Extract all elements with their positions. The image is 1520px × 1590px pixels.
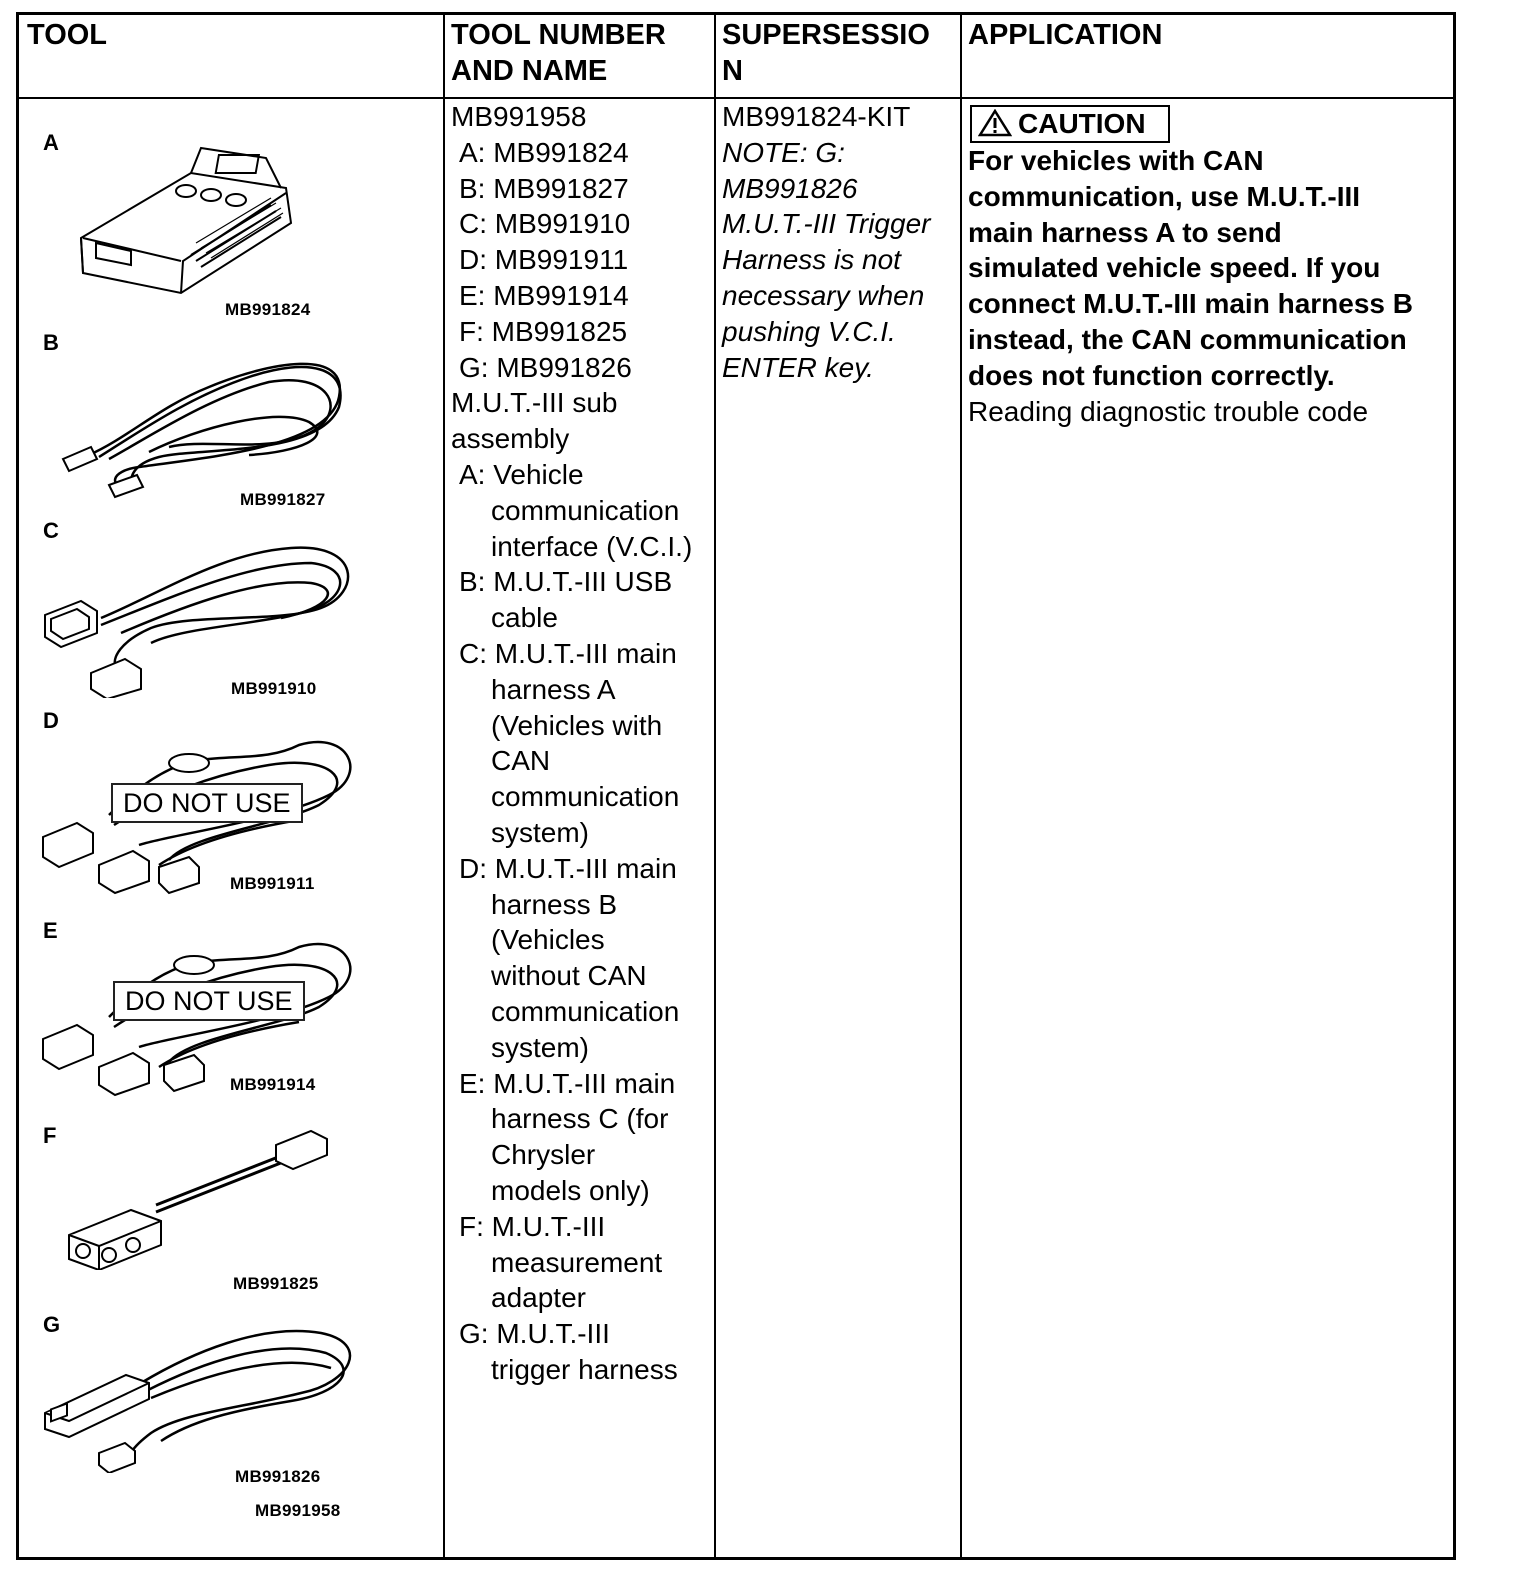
tool-number-line: system)	[491, 1031, 589, 1063]
application-usage: Reading diagnostic trouble code	[968, 395, 1369, 427]
supersession-number: MB991824-KIT	[722, 101, 911, 132]
supersession-note-line: M.U.T.-III Trigger	[722, 208, 931, 240]
tool-letter-b: B	[43, 330, 59, 355]
tool-number-line: adapter	[491, 1282, 586, 1314]
application-cell	[968, 99, 1453, 429]
header-tool: TOOL	[27, 19, 108, 51]
tool-letter-f: F	[43, 1123, 57, 1148]
tool-part-number-a: MB991824	[225, 300, 311, 319]
tool-letter-c: C	[43, 518, 59, 543]
tool-number-line: D: MB991911	[459, 244, 629, 276]
measurement-adapter-icon	[61, 1125, 341, 1270]
tool-number-line: F: MB991825	[459, 315, 628, 347]
warning-triangle-icon	[978, 109, 1012, 137]
column-divider	[960, 15, 962, 1557]
tool-number-line: communication	[491, 995, 680, 1027]
vci-device-icon	[71, 143, 301, 313]
caution-text-line: instead, the CAN communication	[968, 323, 1407, 355]
tool-number-line: interface (V.C.I.)	[491, 530, 693, 562]
tool-letter-d: D	[43, 708, 59, 733]
column-divider	[714, 15, 716, 1557]
supersession-note-line: pushing V.C.I.	[722, 315, 896, 347]
tool-number-cell	[451, 99, 692, 1388]
tool-number-line: models only)	[491, 1174, 650, 1206]
caution-text-line: simulated vehicle speed. If you	[968, 252, 1381, 284]
supersession-cell	[722, 99, 958, 385]
tool-number-line: B: M.U.T.-III USB	[459, 566, 673, 598]
tool-number-line: F: M.U.T.-III	[459, 1210, 606, 1242]
tool-number-line: assembly	[451, 423, 570, 455]
tool-letter-a: A	[43, 130, 59, 155]
tool-number-line: C: MB991910	[459, 208, 631, 240]
main-harness-a-icon	[41, 533, 361, 698]
tool-number-line: communication	[491, 494, 680, 526]
tool-number-line: harness A	[491, 673, 616, 705]
tool-number-line: measurement	[491, 1246, 663, 1278]
caution-text-line: main harness A to send	[968, 216, 1282, 248]
supersession-note-line: necessary when	[722, 279, 925, 311]
tool-part-number-e: MB991914	[230, 1075, 316, 1094]
tool-part-number-d: MB991911	[230, 874, 315, 893]
tool-letter-e: E	[43, 918, 58, 943]
tool-number-line: G: MB991826	[459, 351, 632, 383]
caution-text-line: connect M.U.T.-III main harness B	[968, 288, 1413, 320]
tool-number-line: M.U.T.-III sub	[451, 387, 618, 419]
tool-number-line: harness B	[491, 888, 618, 920]
tool-number-line: system)	[491, 816, 589, 848]
tool-number-line: E: M.U.T.-III main	[459, 1067, 676, 1099]
caution-text-line: communication, use M.U.T.-III	[968, 180, 1361, 212]
caution-box	[970, 105, 1170, 143]
tool-kit-number: MB991958	[255, 1501, 341, 1520]
tool-letter-g: G	[43, 1312, 61, 1337]
tool-number-line: D: M.U.T.-III main	[459, 852, 677, 884]
tool-number-line: (Vehicles with	[491, 709, 663, 741]
caution-text-line: For vehicles with CAN	[968, 145, 1264, 176]
header-application: APPLICATION	[968, 19, 1163, 51]
tool-number-line: communication	[491, 781, 680, 813]
caution-text-line: does not function correctly.	[968, 359, 1335, 391]
caution-label: CAUTION	[1018, 108, 1146, 139]
tool-number-line: A: Vehicle	[459, 458, 584, 490]
do-not-use-label-d: DO NOT USE	[111, 783, 303, 823]
tool-number-line: B: MB991827	[459, 172, 629, 204]
tool-part-number-g: MB991826	[235, 1467, 321, 1486]
tool-number-line: harness C (for	[491, 1103, 669, 1135]
usb-cable-icon	[49, 337, 349, 502]
supersession-note-line: ENTER key.	[722, 351, 874, 383]
tool-number-line: C: M.U.T.-III main	[459, 637, 677, 669]
trigger-harness-icon	[41, 1313, 361, 1473]
tool-part-number-f: MB991825	[233, 1274, 319, 1293]
column-divider	[443, 15, 445, 1557]
tool-number-line: A: MB991824	[459, 136, 629, 168]
tool-part-number-c: MB991910	[231, 679, 317, 698]
tool-number-line: trigger harness	[491, 1353, 678, 1385]
tool-number-line: CAN	[491, 745, 551, 777]
tool-number-line: MB991958	[451, 101, 587, 132]
tool-number-line: cable	[491, 602, 558, 634]
tool-number-line: E: MB991914	[459, 279, 629, 311]
special-tools-table	[16, 12, 1456, 1560]
tool-number-line: without CAN	[491, 960, 647, 992]
supersession-note-line: NOTE: G:	[722, 136, 845, 168]
header-tool-number: TOOL NUMBER AND NAME	[451, 19, 666, 87]
tool-number-line: (Vehicles	[491, 924, 605, 956]
header-supersession: SUPERSESSIO N	[722, 19, 930, 87]
supersession-note-line: MB991826	[722, 172, 858, 204]
supersession-note-line: Harness is not	[722, 244, 901, 276]
tool-number-line: Chrysler	[491, 1139, 596, 1171]
do-not-use-label-e: DO NOT USE	[113, 981, 305, 1021]
tool-part-number-b: MB991827	[240, 490, 326, 509]
tool-number-line: G: M.U.T.-III	[459, 1318, 610, 1350]
